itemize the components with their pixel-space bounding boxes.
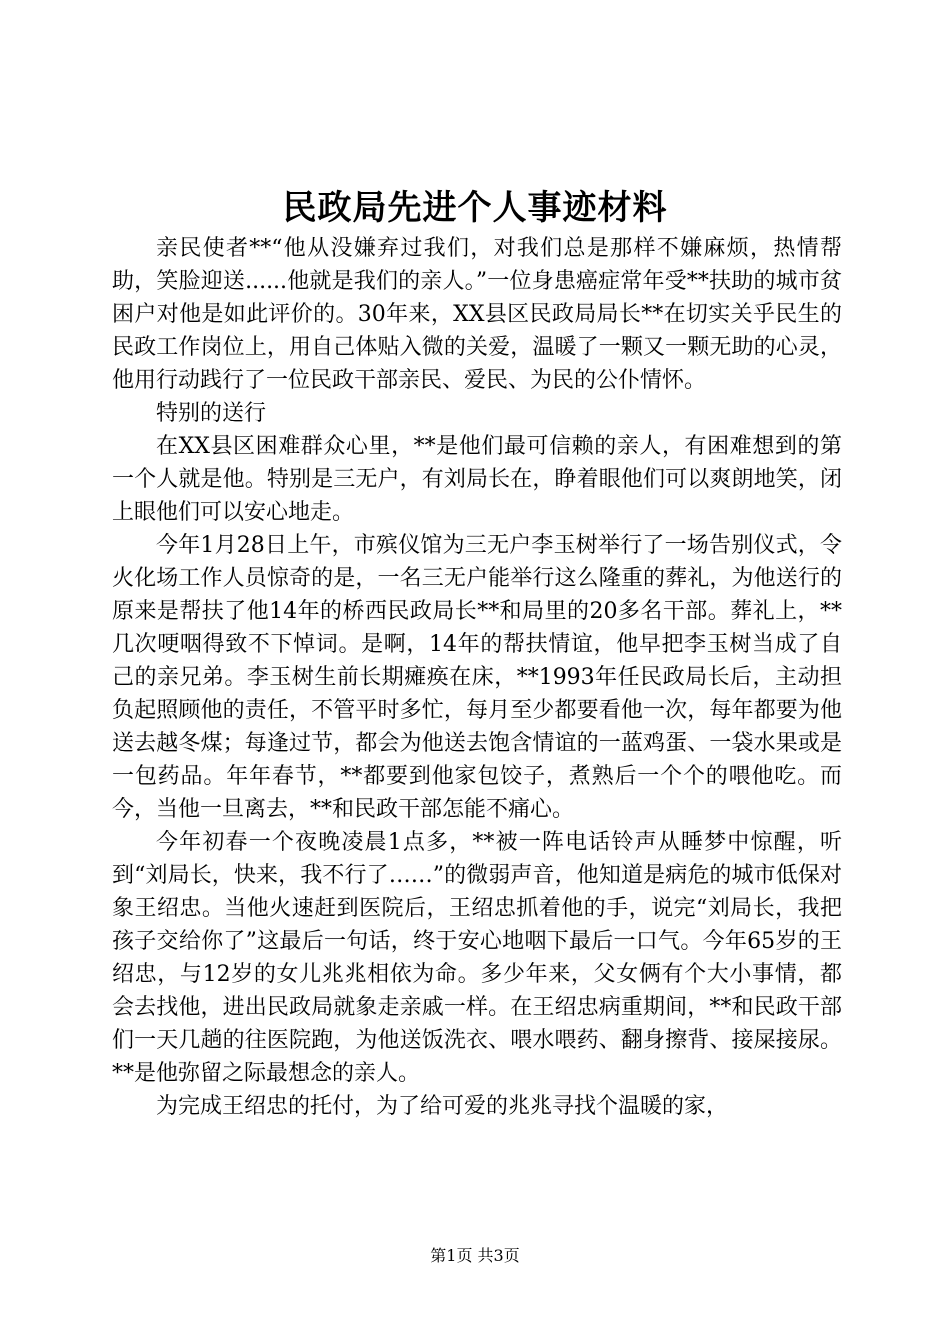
page-footer: 第1页 共3页 xyxy=(430,1246,520,1265)
section-heading: 特别的送行 xyxy=(156,401,267,426)
intro-paragraph: 亲民使者**“他从没嫌弃过我们，对我们总是那样不嫌麻烦，热情帮助，笑脸迎送......他就是我们的亲人。”一位身患癌症常年受**扶助的城市贫困户对他是如此评价的。30年来，XX县区民政局局长**在切实关乎民生的民政工作岗位上，用自己体贴入微的关爱，温暖了一颗又一颗无助的心灵，他用行动践行了一位民政干部亲民、爱民、为民的公仆情怀。 xyxy=(112,236,842,393)
body-paragraph: 今年1月28日上午，市殡仪馆为三无户李玉树举行了一场告别仪式，令火化场工作人员惊奇的是，一名三无户能举行这么隆重的葬礼，为他送行的原来是帮扶了他14年的桥西民政局长**和局里的20多名干部。葬礼上，**几次哽咽得致不下悼词。是啊，14年的帮扶情谊，他早把李玉树当成了自己的亲兄弟。李玉树生前长期瘫痪在床，**1993年任民政局长后，主动担负起照顾他的责任，不管平时多忙，每月至少都要看他一次，每年都要为他送去越冬煤；每逢过节，都会为他送去饱含情谊的一蓝鸡蛋、一袋水果或是一包药品。年年春节，**都要到他家包饺子，煮熟后一个个的喂他吃。而今，当他一旦离去，**和民政干部怎能不痛心。 xyxy=(112,533,842,822)
body-paragraph: 在XX县区困难群众心里，**是他们最可信赖的亲人，有困难想到的第一个人就是他。特别是三无户，有刘局长在，睁着眼他们可以爽朗地笑，闭上眼他们可以安心地走。 xyxy=(112,434,842,525)
document-body xyxy=(112,232,842,1123)
document-title: 民政局先进个人事迹材料 xyxy=(282,188,668,228)
body-paragraph: 为完成王绍忠的托付，为了给可爱的兆兆寻找个温暖的家， xyxy=(156,1094,729,1119)
body-paragraph: 今年初春一个夜晚凌晨1点多，**被一阵电话铃声从睡梦中惊醒，听到“刘局长，快来，我不行了……”的微弱声音，他知道是病危的城市低保对象王绍忠。当他火速赶到医院后，王绍忠抓着他的手，说完“刘局长，我把孩子交给你了”这最后一句话，终于安心地咽下最后一口气。今年65岁的王绍忠，与12岁的女儿兆兆相依为命。多少年来，父女俩有个大小事情，都会去找他，进出民政局就象走亲戚一样。在王绍忠病重期间，**和民政干部们一天几趟的往医院跑，为他送饭洗衣、喂水喂药、翻身擦背、接屎接尿。**是他弥留之际最想念的亲人。 xyxy=(112,830,842,1086)
